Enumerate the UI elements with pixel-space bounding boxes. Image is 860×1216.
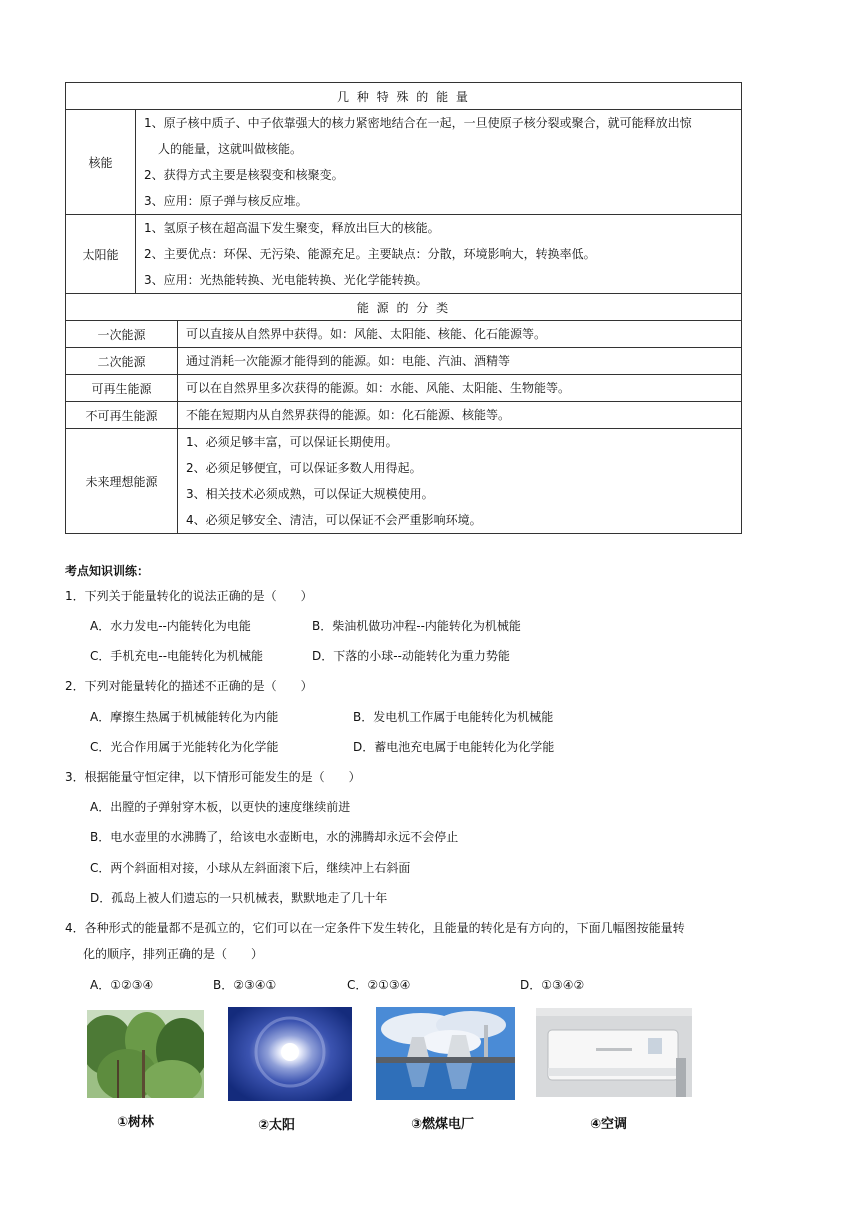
nuclear-content <box>136 110 742 215</box>
q4-option-c[interactable]: C．②①③④ <box>347 978 411 992</box>
q3-option-a[interactable]: A．出膛的子弹射穿木板，以更快的速度继续前进 <box>90 800 351 814</box>
q1-option-c[interactable]: C．手机充电--电能转化为机械能 <box>90 649 264 663</box>
row-text-nonrenewable: 不能在短期内从自然界获得的能源。如：化石能源、核能等。 <box>178 402 742 429</box>
q4-option-a[interactable]: A．①②③④ <box>90 978 154 992</box>
q4-stem-line-2: 化的顺序，排列正确的是（ ） <box>83 947 264 961</box>
row-label-nuclear: 核能 <box>66 110 136 215</box>
caption-forest: ①树林 <box>117 1115 155 1130</box>
row-text-secondary: 通过消耗一次能源才能得到的能源。如：电能、汽油、酒精等 <box>178 348 742 375</box>
row-text-primary: 可以直接从自然界中获得。如：风能、太阳能、核能、化石能源等。 <box>178 321 742 348</box>
row-label-nonrenewable: 不可再生能源 <box>66 402 178 429</box>
future-line-1: 1、必须足够丰富，可以保证长期使用。 <box>186 435 398 449</box>
row-label-future: 未来理想能源 <box>66 429 178 534</box>
caption-power-plant: ③燃煤电厂 <box>411 1117 475 1132</box>
q1-option-a[interactable]: A．水力发电--内能转化为电能 <box>90 619 251 633</box>
q2-option-c[interactable]: C．光合作用属于光能转化为化学能 <box>90 740 279 754</box>
nuclear-line-1: 1、原子核中质子、中子依靠强大的核力紧密地结合在一起，一旦使原子核分裂或聚合，就可能释放出惊 <box>144 116 692 130</box>
q1-stem: 1．下列关于能量转化的说法正确的是（ ） <box>65 589 313 603</box>
q2-option-d[interactable]: D．蓄电池充电属于电能转化为化学能 <box>353 740 555 754</box>
row-label-primary: 一次能源 <box>66 321 178 348</box>
solar-line-3: 3、应用：光热能转换、光电能转换、光化学能转换。 <box>144 273 428 287</box>
table-header-classification: 能 源 的 分 类 <box>66 294 742 321</box>
q2-stem: 2．下列对能量转化的描述不正确的是（ ） <box>65 679 313 693</box>
energy-table <box>65 82 742 534</box>
q2-option-b[interactable]: B．发电机工作属于电能转化为机械能 <box>353 710 554 724</box>
solar-line-2: 2、主要优点：环保、无污染、能源充足。主要缺点：分散，环境影响大，转换率低。 <box>144 247 596 261</box>
future-line-2: 2、必须足够便宜，可以保证多数人用得起。 <box>186 461 422 475</box>
solar-content <box>136 215 742 294</box>
row-label-renewable: 可再生能源 <box>66 375 178 402</box>
row-label-solar: 太阳能 <box>66 215 136 294</box>
q1-option-b[interactable]: B．柴油机做功冲程--内能转化为机械能 <box>312 619 521 633</box>
caption-sun: ②太阳 <box>258 1118 296 1133</box>
q2-option-a[interactable]: A．摩擦生热属于机械能转化为内能 <box>90 710 279 724</box>
q3-stem: 3．根据能量守恒定律，以下情形可能发生的是（ ） <box>65 770 361 784</box>
future-line-3: 3、相关技术必须成熟，可以保证大规模使用。 <box>186 487 434 501</box>
caption-air-conditioner: ④空调 <box>590 1117 628 1132</box>
table-header-special-energy: 几 种 特 殊 的 能 量 <box>66 83 742 110</box>
future-content <box>178 429 742 534</box>
sun-image <box>228 1007 352 1101</box>
q4-stem-line-1: 4．各种形式的能量都不是孤立的，它们可以在一定条件下发生转化，且能量的转化是有方向的，下面几幅图按能量转 <box>65 921 685 935</box>
q3-option-b[interactable]: B．电水壶里的水沸腾了，给该电水壶断电，水的沸腾却永远不会停止 <box>90 830 459 844</box>
solar-line-1: 1、氢原子核在超高温下发生聚变，释放出巨大的核能。 <box>144 221 440 235</box>
row-text-renewable: 可以在自然界里多次获得的能源。如：水能、风能、太阳能、生物能等。 <box>178 375 742 402</box>
nuclear-line-2: 2、获得方式主要是核裂变和核聚变。 <box>144 168 344 182</box>
future-line-4: 4、必须足够安全、清洁，可以保证不会严重影响环境。 <box>186 513 482 527</box>
forest-image <box>87 1010 204 1098</box>
nuclear-line-1-cont: 人的能量，这就叫做核能。 <box>158 142 303 156</box>
q3-option-c[interactable]: C．两个斜面相对接，小球从左斜面滚下后，继续冲上右斜面 <box>90 861 411 875</box>
nuclear-line-3: 3、应用：原子弹与核反应堆。 <box>144 194 308 208</box>
q4-option-d[interactable]: D．①③④② <box>520 978 585 992</box>
power-plant-image <box>376 1007 515 1100</box>
air-conditioner-image <box>536 1008 692 1097</box>
q3-option-d[interactable]: D．孤岛上被人们遗忘的一只机械表，默默地走了几十年 <box>90 891 388 905</box>
q4-option-b[interactable]: B．②③④① <box>213 978 277 992</box>
section-title: 考点知识训练： <box>65 564 150 578</box>
row-label-secondary: 二次能源 <box>66 348 178 375</box>
q1-option-d[interactable]: D．下落的小球--动能转化为重力势能 <box>312 649 510 663</box>
